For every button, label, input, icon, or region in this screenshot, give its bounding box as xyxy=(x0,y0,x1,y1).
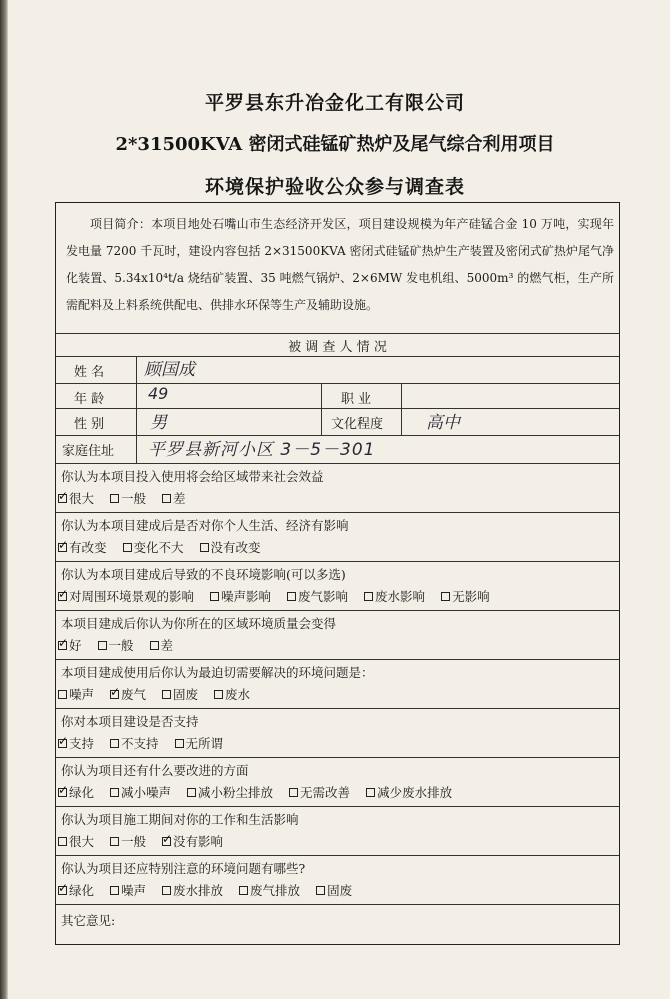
option-checkbox[interactable] xyxy=(110,832,146,850)
divider xyxy=(56,659,619,660)
checkbox-icon[interactable] xyxy=(110,886,119,895)
form-title: 环境保护验收公众参与调查表 xyxy=(204,176,465,198)
respondent-section-title: 被 调 查 人 情 况 xyxy=(288,340,387,355)
occupation-label: 职 业 xyxy=(341,392,372,407)
question-text: 你认为项目还有什么要改进的方面 xyxy=(61,763,249,778)
checkbox-icon[interactable] xyxy=(239,886,248,895)
option-label: 废气 xyxy=(121,687,147,702)
question-text: 本项目建成使用后你认为最迫切需要解决的环境问题是： xyxy=(61,665,374,680)
project-title: 2*31500KVA 密闭式硅锰矿热炉及尾气综合利用项目 xyxy=(115,134,555,155)
question-text: 你对本项目建设是否支持 xyxy=(61,714,199,729)
divider xyxy=(56,610,619,611)
option-checkbox[interactable] xyxy=(366,783,452,801)
option-label: 绿化 xyxy=(69,883,95,898)
checkbox-icon[interactable] xyxy=(123,543,132,552)
divider xyxy=(56,383,619,384)
project-intro: 项目简介：本项目地处石嘴山市生态经济开发区，项目建设规模为年产硅锰合金 10 万吨，实现年发电量 7200 千瓦时，建设内容包括 2×31500KVA 密闭式硅锰矿热炉生产装置及密闭式矿热炉尾气净化装置、5.34x10⁴t/a 烧结矿装置、35 吨燃气锅炉、2×6MW 发电机组、5000m³ 的燃气柜，生产所需配料及上料系统供配电、供排水环保等生产及辅助设施。 xyxy=(66,217,614,312)
checkbox-icon[interactable] xyxy=(98,641,107,650)
divider xyxy=(56,408,619,409)
option-checkbox[interactable] xyxy=(58,489,94,507)
option-checkbox[interactable] xyxy=(200,538,261,556)
option-label: 无影响 xyxy=(452,589,490,604)
option-label: 废气影响 xyxy=(298,589,349,604)
option-label: 支持 xyxy=(69,736,95,751)
option-label: 好 xyxy=(69,638,82,653)
option-label: 很大 xyxy=(69,491,95,506)
checkbox-icon[interactable] xyxy=(162,690,171,699)
divider xyxy=(56,356,619,357)
checkbox-icon[interactable] xyxy=(441,592,450,601)
option-label: 绿化 xyxy=(69,785,95,800)
option-label: 无需改善 xyxy=(300,785,351,800)
checkbox-icon[interactable] xyxy=(110,494,119,503)
option-label: 减小噪声 xyxy=(121,785,172,800)
option-group xyxy=(58,587,506,605)
name-value[interactable]: 顾国成 xyxy=(144,360,195,380)
survey-form xyxy=(55,202,620,945)
checked-box-icon[interactable] xyxy=(58,641,67,650)
option-checkbox[interactable] xyxy=(239,881,300,899)
option-label: 不支持 xyxy=(121,736,159,751)
option-checkbox[interactable] xyxy=(58,587,194,605)
option-label: 噪声 xyxy=(69,687,95,702)
grid-line xyxy=(136,356,137,463)
option-checkbox[interactable] xyxy=(58,538,107,556)
age-value[interactable]: 49 xyxy=(148,384,169,403)
checkbox-icon[interactable] xyxy=(110,739,119,748)
address-value[interactable]: 平罗县新河小区 3－5－301 xyxy=(148,440,376,460)
question-text: 你认为项目还应特别注意的环境问题有哪些? xyxy=(61,861,306,876)
option-checkbox[interactable] xyxy=(123,538,184,556)
checked-box-icon[interactable] xyxy=(58,739,67,748)
option-label: 一般 xyxy=(121,491,147,506)
checked-box-icon[interactable] xyxy=(58,494,67,503)
checkbox-icon[interactable] xyxy=(364,592,373,601)
checked-box-icon[interactable] xyxy=(58,788,67,797)
option-checkbox[interactable] xyxy=(110,734,159,752)
checked-box-icon[interactable] xyxy=(58,886,67,895)
checkbox-icon[interactable] xyxy=(162,494,171,503)
option-label: 噪声影响 xyxy=(221,589,272,604)
checkbox-icon[interactable] xyxy=(289,788,298,797)
option-checkbox[interactable] xyxy=(58,685,94,703)
checkbox-icon[interactable] xyxy=(175,739,184,748)
education-value[interactable]: 高中 xyxy=(426,413,460,433)
option-label: 对周围环境景观的影响 xyxy=(69,589,195,604)
option-label: 减少废水排放 xyxy=(377,785,453,800)
option-checkbox[interactable] xyxy=(162,685,198,703)
option-group xyxy=(58,636,189,654)
option-label: 差 xyxy=(173,491,186,506)
option-label: 差 xyxy=(160,638,174,653)
option-label: 没有改变 xyxy=(210,540,261,555)
checkbox-icon[interactable] xyxy=(214,690,223,699)
option-label: 一般 xyxy=(121,834,147,849)
option-checkbox[interactable] xyxy=(58,832,94,850)
divider xyxy=(56,463,619,464)
grid-line xyxy=(401,383,402,435)
option-checkbox[interactable] xyxy=(150,636,174,654)
age-label: 年 龄 xyxy=(74,392,105,407)
option-group xyxy=(58,881,368,899)
checkbox-icon[interactable] xyxy=(150,641,159,650)
checkbox-icon[interactable] xyxy=(316,886,325,895)
option-label: 减小粉尘排放 xyxy=(198,785,274,800)
name-label: 姓 名 xyxy=(74,365,105,380)
checkbox-icon[interactable] xyxy=(210,592,219,601)
option-label: 没有影响 xyxy=(173,834,224,849)
option-checkbox[interactable] xyxy=(58,881,94,899)
divider xyxy=(56,512,619,513)
checkbox-icon[interactable] xyxy=(110,837,119,846)
option-checkbox[interactable] xyxy=(287,587,348,605)
question-text: 本项目建成后你认为你所在的区域环境质量会变得 xyxy=(61,616,337,631)
divider xyxy=(56,855,619,856)
option-checkbox[interactable] xyxy=(289,783,350,801)
option-checkbox[interactable] xyxy=(175,734,224,752)
checked-box-icon[interactable] xyxy=(58,592,67,601)
question-text: 你认为项目施工期间对你的工作和生活影响 xyxy=(61,812,299,827)
option-label: 废气排放 xyxy=(250,883,301,898)
option-checkbox[interactable] xyxy=(210,587,271,605)
option-checkbox[interactable] xyxy=(98,636,134,654)
checkbox-icon[interactable] xyxy=(187,788,196,797)
option-group xyxy=(58,832,239,850)
divider xyxy=(56,333,619,334)
divider xyxy=(56,561,619,562)
option-label: 有改变 xyxy=(69,540,107,555)
checkbox-icon[interactable] xyxy=(58,837,67,846)
option-checkbox[interactable] xyxy=(441,587,490,605)
divider xyxy=(56,904,619,905)
option-checkbox[interactable] xyxy=(58,734,94,752)
option-checkbox[interactable] xyxy=(58,783,94,801)
checkbox-icon[interactable] xyxy=(287,592,296,601)
option-label: 废水 xyxy=(225,687,251,702)
option-checkbox[interactable] xyxy=(162,832,223,850)
option-group xyxy=(58,783,468,801)
option-label: 固废 xyxy=(327,883,353,898)
question-text: 你认为本项目投入使用将会给区域带来社会效益 xyxy=(61,469,324,484)
option-checkbox[interactable] xyxy=(110,881,146,899)
checkbox-icon[interactable] xyxy=(110,788,119,797)
option-label: 变化不大 xyxy=(133,540,184,555)
option-group xyxy=(58,734,239,752)
other-comments-label: 其它意见: xyxy=(61,913,116,928)
option-label: 无所谓 xyxy=(185,736,224,751)
option-checkbox[interactable] xyxy=(58,636,82,654)
option-checkbox[interactable] xyxy=(187,783,273,801)
option-label: 一般 xyxy=(108,638,134,653)
option-label: 固废 xyxy=(173,687,199,702)
divider xyxy=(56,757,619,758)
option-label: 噪声 xyxy=(121,883,147,898)
option-group xyxy=(58,489,202,507)
checked-box-icon[interactable] xyxy=(162,837,171,846)
option-checkbox[interactable] xyxy=(110,685,146,703)
option-checkbox[interactable] xyxy=(110,489,146,507)
checkbox-icon[interactable] xyxy=(366,788,375,797)
gender-value[interactable]: 男 xyxy=(150,413,167,433)
checked-box-icon[interactable] xyxy=(58,543,67,552)
option-checkbox[interactable] xyxy=(316,881,352,899)
education-label: 文化程度 xyxy=(331,417,384,432)
option-label: 废水影响 xyxy=(375,589,426,604)
grid-line xyxy=(321,383,322,435)
option-checkbox[interactable] xyxy=(162,489,186,507)
option-checkbox[interactable] xyxy=(214,685,250,703)
option-checkbox[interactable] xyxy=(110,783,171,801)
divider xyxy=(56,708,619,709)
option-group xyxy=(58,685,266,703)
option-checkbox[interactable] xyxy=(162,881,223,899)
checkbox-icon[interactable] xyxy=(162,886,171,895)
company-title: 平罗县东升冶金化工有限公司 xyxy=(204,92,465,114)
checkbox-icon[interactable] xyxy=(58,690,67,699)
option-checkbox[interactable] xyxy=(364,587,425,605)
option-label: 废水排放 xyxy=(173,883,224,898)
option-label: 很大 xyxy=(69,834,95,849)
checkbox-icon[interactable] xyxy=(200,543,209,552)
question-text: 你认为本项目建成后是否对你个人生活、经济有影响 xyxy=(61,518,349,533)
divider xyxy=(56,806,619,807)
address-label: 家庭住址 xyxy=(62,444,115,459)
question-text: 你认为本项目建成后导致的不良环境影响(可以多选) xyxy=(61,567,346,582)
checked-box-icon[interactable] xyxy=(110,690,119,699)
option-group xyxy=(58,538,277,556)
gender-label: 性 别 xyxy=(74,417,105,432)
